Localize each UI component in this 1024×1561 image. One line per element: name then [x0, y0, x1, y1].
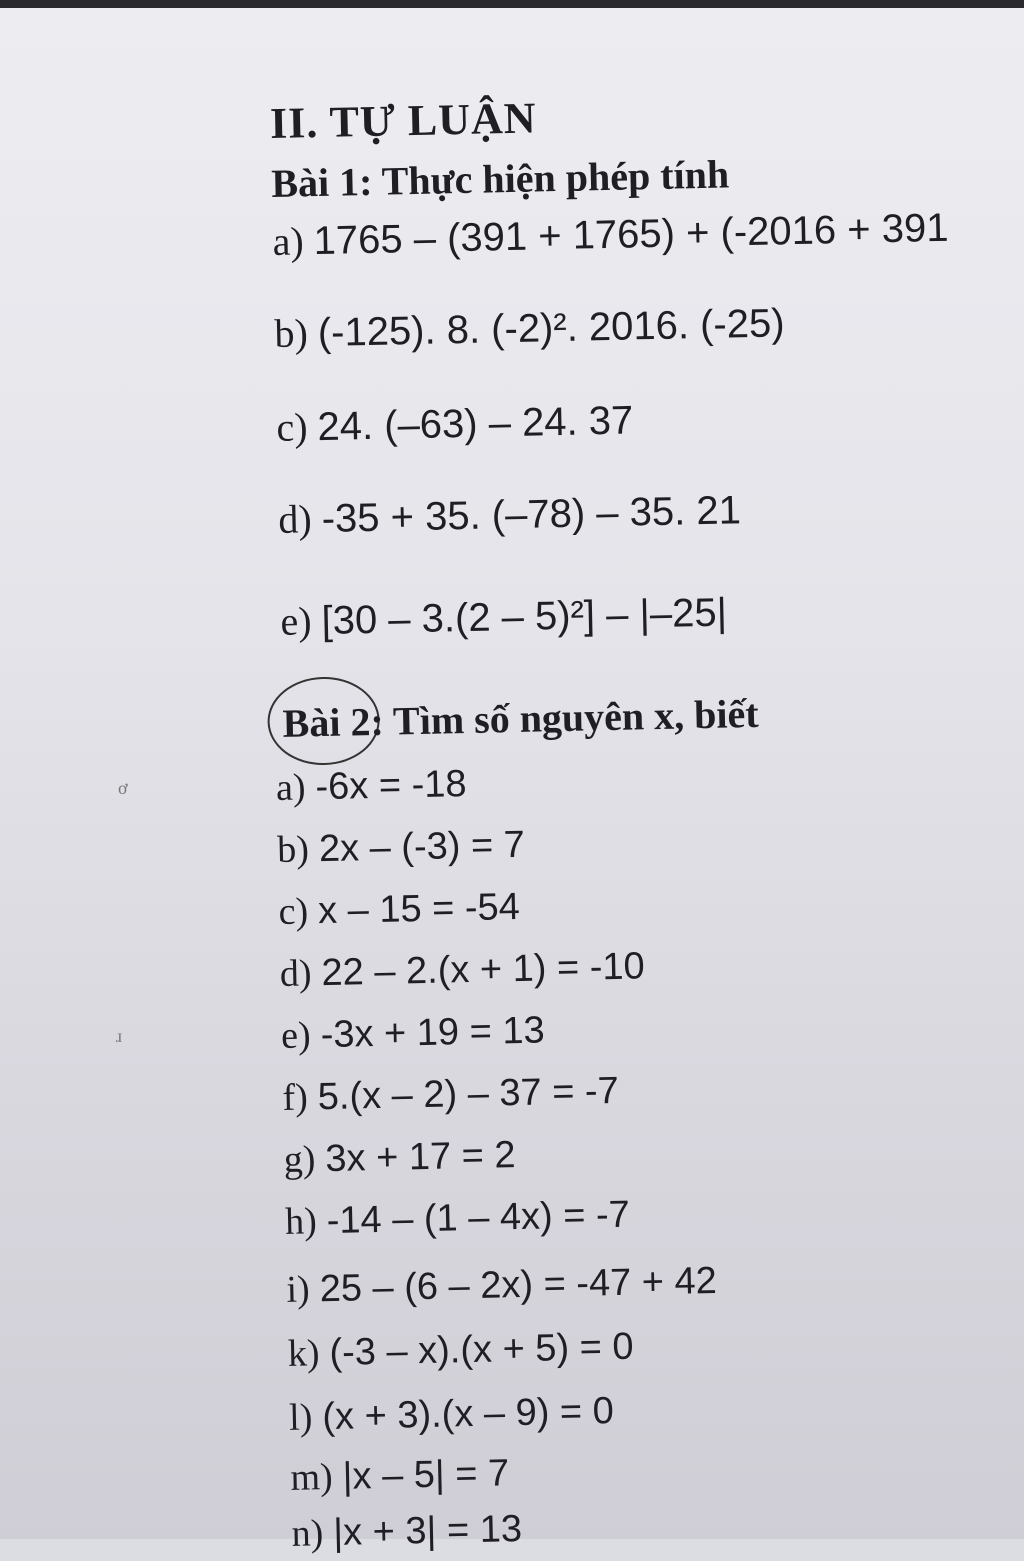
- item-label: c): [278, 890, 309, 933]
- item-expr: 22 – 2.(x + 1) = -10: [321, 945, 646, 995]
- item-expr: 3x + 17 = 2: [324, 1134, 516, 1181]
- item-label: b): [274, 310, 309, 356]
- item-expr: -3x + 19 = 13: [320, 1009, 546, 1057]
- item-expr: [30 – 3.(2 – 5)²] – |–25|: [321, 590, 728, 644]
- item-label: a): [272, 218, 305, 264]
- item-label: d): [277, 496, 313, 542]
- bai2-item-n: [291, 1507, 522, 1556]
- bai2-item-i: [286, 1259, 717, 1312]
- bai2-item-k: [287, 1325, 634, 1376]
- item-expr: 25 – (6 – 2x) = -47 + 42: [319, 1259, 718, 1311]
- item-expr: x – 15 = -54: [317, 885, 521, 933]
- bai2-item-c: [278, 885, 520, 934]
- bai1-item-c: [276, 396, 634, 450]
- item-label: g): [283, 1138, 316, 1181]
- item-label: a): [275, 766, 306, 810]
- item-expr: -6x = -18: [315, 763, 467, 809]
- bai1-item-b: [274, 299, 785, 357]
- bai2-item-h: [285, 1193, 631, 1244]
- item-expr: -35 + 35. (–78) – 35. 21: [321, 488, 742, 542]
- pencil-mark: ɹ: [116, 1026, 122, 1046]
- item-label: e): [280, 598, 313, 644]
- bai2-item-f: [282, 1069, 619, 1120]
- item-label: i): [286, 1268, 311, 1311]
- item-expr: |x – 5| = 7: [342, 1452, 510, 1498]
- item-expr: (-125). 8. (-2)². 2016. (-25): [317, 301, 785, 356]
- item-label: e): [280, 1014, 312, 1057]
- bai1-item-d: [278, 486, 741, 543]
- bai1-item-a: [272, 204, 949, 265]
- bai2-item-b: [277, 823, 525, 872]
- bai2-item-m: [290, 1451, 510, 1500]
- item-expr: 2x – (-3) = 7: [318, 823, 526, 871]
- bai2-item-e: [281, 1008, 545, 1058]
- bai2-item-g: [283, 1133, 516, 1182]
- item-expr: 24. (–63) – 24. 37: [317, 398, 634, 450]
- item-label: f): [282, 1076, 309, 1119]
- item-label: m): [290, 1455, 334, 1499]
- item-expr: 1765 – (391 + 1765) + (-2016 + 391: [313, 205, 949, 264]
- item-label: d): [279, 952, 312, 995]
- pencil-mark: ơ: [118, 778, 128, 798]
- item-expr: (-3 – x).(x + 5) = 0: [329, 1325, 634, 1375]
- item-expr: |x + 3| = 13: [332, 1508, 523, 1554]
- section-title: II. TỰ LUẬN: [269, 93, 538, 148]
- bai1-item-e: [280, 589, 727, 645]
- item-label: k): [287, 1332, 320, 1375]
- item-expr: (x + 3).(x – 9) = 0: [321, 1390, 615, 1439]
- item-label: c): [275, 404, 308, 450]
- item-label: l): [288, 1396, 313, 1439]
- item-expr: 5.(x – 2) – 37 = -7: [317, 1069, 620, 1119]
- bai2-title: Bài 2: Tìm số nguyên x, biết: [282, 690, 760, 746]
- bai2-item-d: [279, 944, 645, 996]
- item-label: n): [291, 1512, 324, 1555]
- bai2-item-a: [276, 762, 467, 810]
- bai1-title: Bài 1: Thực hiện phép tính: [270, 151, 730, 206]
- item-label: h): [284, 1200, 318, 1243]
- item-label: b): [276, 828, 310, 872]
- bai2-item-l: [289, 1389, 615, 1440]
- item-expr: -14 – (1 – 4x) = -7: [326, 1193, 631, 1243]
